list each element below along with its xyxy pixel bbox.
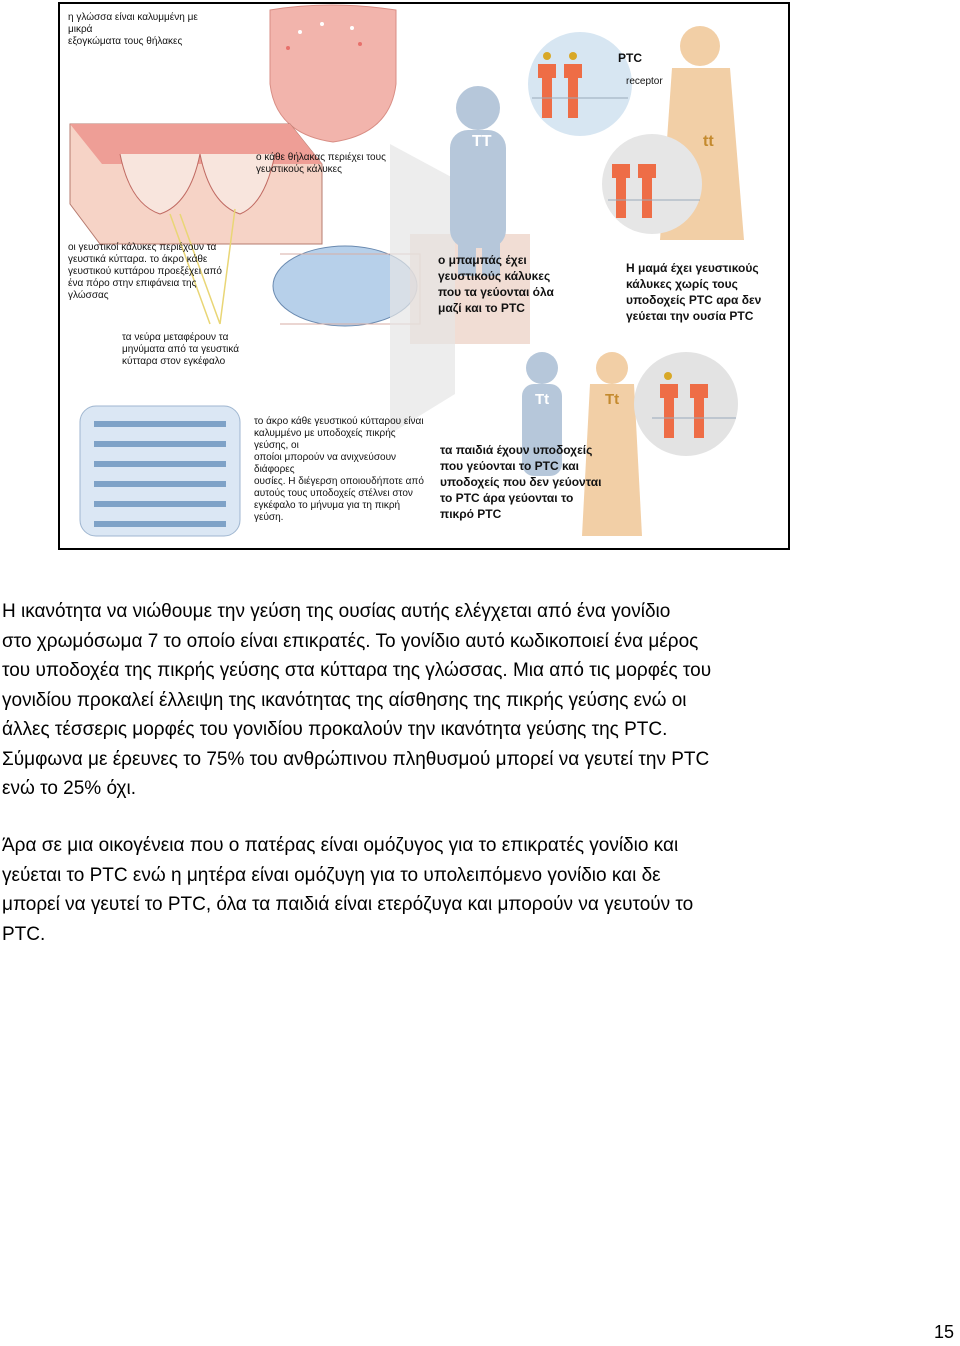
label-papilla: ο κάθε θήλακας περιέχει τους γευστικούς κάλυκες [256, 152, 386, 175]
label-ptc: PTC [618, 51, 642, 65]
label-father: ο μπαμπάς έχει γευστικούς κάλυκες που τα γεύονται όλα μαζί και το PTC [438, 253, 554, 315]
label-taste-buds: οι γευστικοί κάλυκες περιέχουν τα γευστικά κύτταρα. το άκρο κάθε γευστικού κυττάρου προεξέχει από ένα πόρο στην επιφάνεια της γλώσσας [68, 242, 222, 301]
paragraph-1: Η ικανότητα να νιώθουμε την γεύση της ουσίας αυτής ελέγχεται από ένα γονίδιο στο χρωμόσωμα 7 το οποίο είναι επικρατές. Το γονίδιο αυτό κωδικοποιεί ένα μέρος του υποδοχέα της πικρής γεύσης στα κύτταρα της γλώσσας. Μια από τις μορφές του γονιδίου προκαλεί έλλειψη της ικανότητας της αίσθησης της πικρής γεύσης ενώ οι άλλες τέσσερις μορφές του γονιδίου προκαλούν την ικανότητα γεύσης της PTC. Σύμφωνα με έρευνες το 75% του ανθρώπινου πληθυσμού μπορεί να γευτεί την PTC ενώ το 25% όχι. [2, 601, 712, 799]
father-silhouette [450, 86, 506, 276]
genotype-father: TT [472, 133, 492, 150]
label-receptor: receptor [626, 76, 663, 87]
label-tongue: η γλώσσα είναι καλυμμένη με μικρά εξογκώματα τους θήλακες [68, 12, 198, 47]
taste-genetics-figure [58, 2, 790, 550]
genotype-child-right: Tt [605, 391, 620, 408]
child-receptor-zoom [634, 352, 738, 456]
label-nerves: τα νεύρα μεταφέρουν τα μηνύματα από τα γευστικά κύτταρα στον εγκέφαλο [122, 332, 240, 367]
label-mother: Η μαμά έχει γευστικούς κάλυκες χωρίς τους υποδοχείς PTC αρα δεν γεύεται την ουσία PTC [626, 261, 762, 323]
genotype-child-left: Tt [535, 391, 550, 408]
label-child: τα παιδιά έχουν υποδοχείς που γεύονται το PTC και υποδοχείς που δεν γεύονται το PTC άρα γεύονται το πικρό PTC [440, 443, 602, 521]
label-receptors: το άκρο κάθε γευστικού κύτταρου είναι καλυμμένο με υποδοχείς πικρής γεύσης, οι οποίοι μπορούν να ανιχνεύσουν διάφορες ουσίες. Η διέγερση οποιουδήποτε από αυτούς τους υποδοχείς στέλνει στον εγκέφαλο το μήνυμα για τη πικρή γεύση. [254, 416, 424, 523]
paragraph-2: Άρα σε μια οικογένεια που ο πατέρας είναι ομόζυγος για το επικρατές γονίδιο και γεύεται το PTC ενώ η μητέρα είναι ομόζυγη για το υπολειπόμενο γονίδιο και δε μπορεί να γευτεί το PTC, όλα τα παιδιά είναι ετερόζυγα και μπορούν να γευτούν το PTC. [2, 835, 694, 945]
genotype-mother: tt [703, 133, 714, 150]
page-number: 15 [933, 1322, 954, 1342]
tongue-drawing [270, 5, 396, 142]
